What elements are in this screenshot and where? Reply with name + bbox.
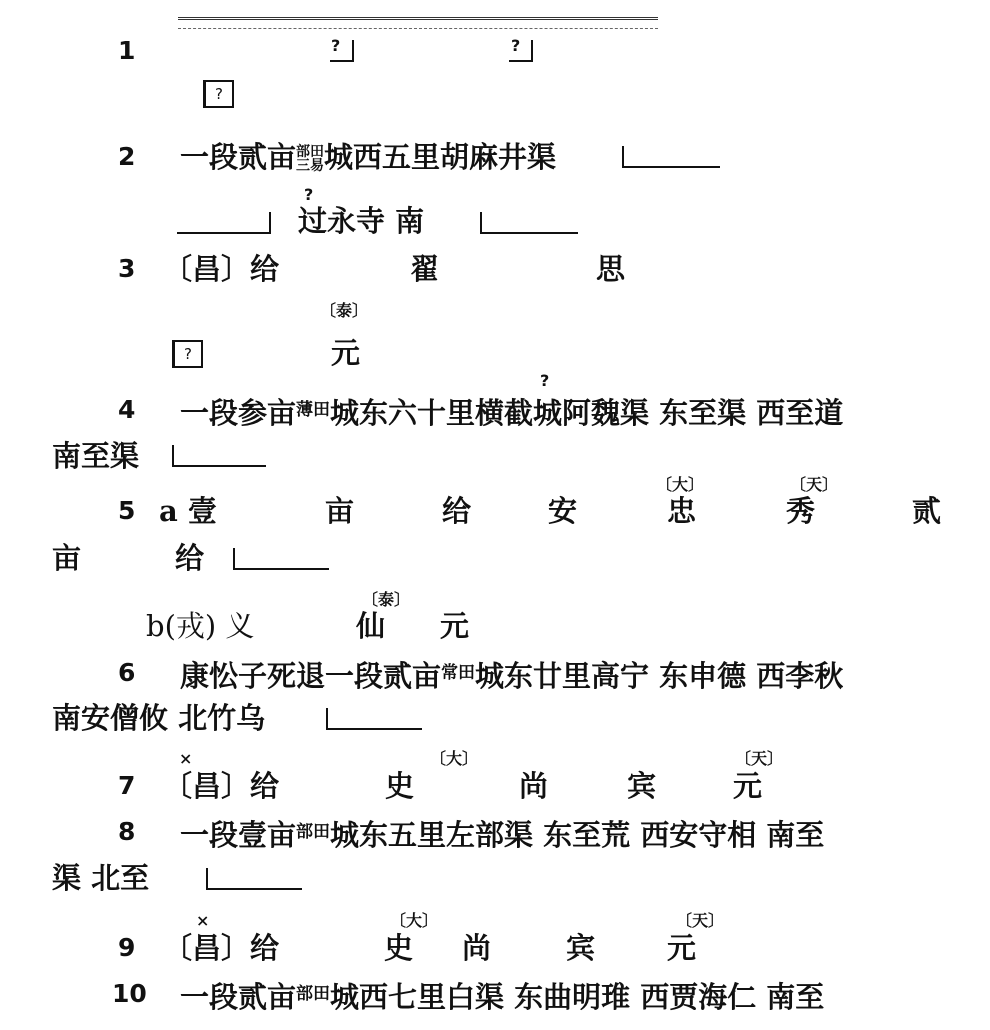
lacuna-mark xyxy=(330,40,354,62)
field-type: 部田 xyxy=(296,144,325,160)
text-segment: 元 xyxy=(667,931,697,965)
deletion-mark: × xyxy=(179,749,193,768)
lacuna-mark xyxy=(233,548,329,570)
line-number-3: 3 xyxy=(118,254,136,283)
lacuna-mark xyxy=(177,212,271,234)
editorial-correction: 〔大〕 xyxy=(430,749,479,768)
unclear-char-mark: ? xyxy=(331,36,341,55)
text-segment: 宾 xyxy=(566,931,596,965)
text-segment: 城西七里白渠 东曲明琟 西贾海仁 南至 xyxy=(330,980,825,1014)
text-segment: 城西五里胡麻井渠 xyxy=(324,140,557,174)
text-segment: 给 xyxy=(442,494,472,528)
text-segment: 城东廿里高宁 东申德 西李秋 xyxy=(475,659,844,693)
unclear-char-box: ? xyxy=(203,80,234,108)
text-segment: 史 xyxy=(385,769,415,803)
text-segment: 翟 xyxy=(410,252,440,286)
text-segment: 宾 xyxy=(627,769,657,803)
text-line-6 xyxy=(180,656,843,693)
text-segment: 史 xyxy=(384,931,414,965)
text-segment: 贰 xyxy=(912,494,942,528)
text-segment: 一段贰亩 xyxy=(180,140,297,174)
text-segment: 城东五里左部渠 东至荒 西安守相 南至 xyxy=(330,818,825,852)
text-segment: 康忪子死退一段贰亩 xyxy=(180,659,442,693)
field-type: 常田 xyxy=(441,663,476,683)
editorial-correction: 〔天〕 xyxy=(735,749,784,768)
lacuna-mark xyxy=(622,146,720,168)
text-segment: a 壹 xyxy=(159,494,217,528)
line-number-2: 2 xyxy=(118,142,136,171)
editorial-correction: 〔泰〕 xyxy=(362,590,411,609)
text-segment: 思 xyxy=(596,252,626,286)
editorial-correction: 〔天〕 xyxy=(676,911,725,930)
text-segment: 〔昌〕给 xyxy=(163,252,280,286)
text-segment: 城东六十里横截城阿魏渠 东至渠 西至道 xyxy=(330,396,844,430)
text-segment: 〔昌〕给 xyxy=(163,931,280,965)
field-type: 三易 xyxy=(296,158,325,174)
text-line-8 xyxy=(180,815,824,852)
text-line-6-cont: 南安僧攸 北竹乌 xyxy=(52,701,266,735)
text-segment: 亩 xyxy=(325,494,355,528)
text-segment: 忠 xyxy=(667,494,697,528)
text-segment: 一段贰亩 xyxy=(180,980,297,1014)
unclear-char-mark: ? xyxy=(540,371,550,390)
unclear-char-mark: ? xyxy=(304,185,314,204)
text-line-2 xyxy=(180,140,556,174)
line-number-9: 9 xyxy=(118,933,136,962)
text-segment: 〔昌〕给 xyxy=(163,769,280,803)
text-segment: 元 xyxy=(440,609,470,643)
text-segment: 仙 xyxy=(356,609,386,643)
text-line-2-cont: 过永寺 南 xyxy=(298,204,425,238)
field-type: 部田 xyxy=(296,822,331,842)
text-line-8-cont: 渠 北至 xyxy=(52,861,150,895)
text-segment: 给 xyxy=(175,541,205,575)
text-line-10 xyxy=(180,977,824,1014)
field-annotation xyxy=(296,145,324,173)
line-number-6: 6 xyxy=(118,658,136,687)
line-number-1: 1 xyxy=(118,36,136,65)
line-number-7: 7 xyxy=(118,771,136,800)
lacuna-mark xyxy=(509,40,533,62)
text-segment: 一段壹亩 xyxy=(180,818,297,852)
fragment-top-rule xyxy=(178,17,658,29)
lacuna-mark xyxy=(206,868,302,890)
lacuna-mark xyxy=(480,212,578,234)
text-segment: 亩 xyxy=(52,541,82,575)
editorial-correction: 〔大〕 xyxy=(390,911,439,930)
text-line-4 xyxy=(180,393,843,430)
lacuna-mark xyxy=(172,445,266,467)
text-segment: 秀 xyxy=(786,494,816,528)
deletion-mark: × xyxy=(196,911,210,930)
field-type: 薄田 xyxy=(296,400,331,420)
text-segment: 元 xyxy=(733,769,763,803)
line-number-5: 5 xyxy=(118,496,136,525)
text-segment: 尚 xyxy=(519,769,549,803)
editorial-correction: 〔泰〕 xyxy=(320,301,369,320)
editorial-correction: 〔大〕 xyxy=(656,475,705,494)
unclear-char-box: ? xyxy=(172,340,203,368)
text-segment: 尚 xyxy=(462,931,492,965)
field-type: 部田 xyxy=(296,984,331,1004)
text-segment: 安 xyxy=(548,494,578,528)
line-number-4: 4 xyxy=(118,395,136,424)
unclear-char-mark: ? xyxy=(511,36,521,55)
text-segment: 元 xyxy=(331,336,361,370)
line-number-10: 10 xyxy=(112,979,147,1008)
line-number-8: 8 xyxy=(118,817,136,846)
text-line-4-cont: 南至渠 xyxy=(52,439,140,473)
text-segment: 一段参亩 xyxy=(180,396,297,430)
lacuna-mark xyxy=(326,708,422,730)
editorial-correction: 〔天〕 xyxy=(790,475,839,494)
text-segment: b(戎) 义 xyxy=(146,609,255,643)
